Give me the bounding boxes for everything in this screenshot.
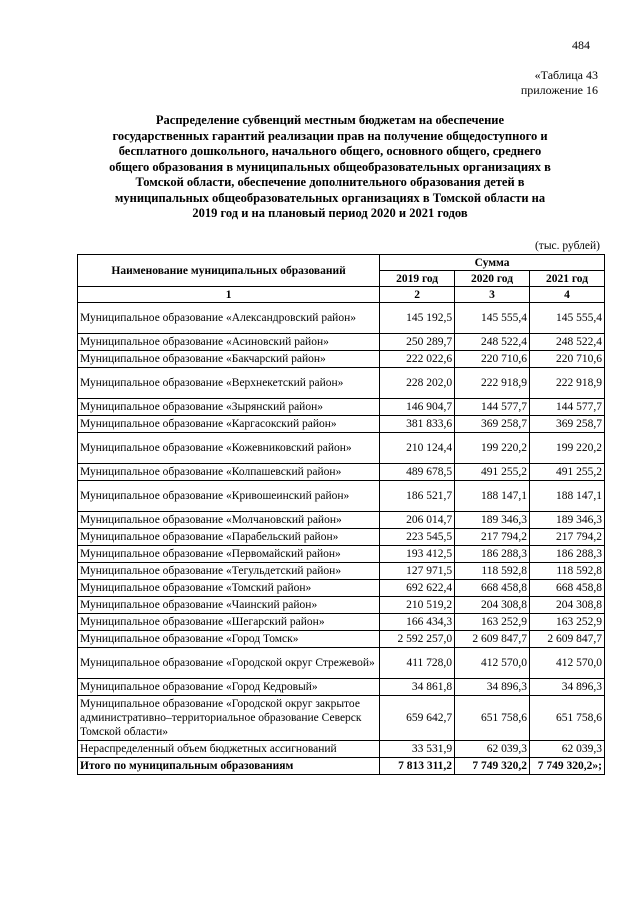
unit-label: (тыс. рублей)	[534, 240, 600, 252]
amount-2020: 163 252,9	[455, 614, 530, 631]
header-year-2020: 2020 год	[455, 271, 530, 287]
total-row	[78, 758, 605, 775]
amount-2019: 489 678,5	[380, 464, 455, 481]
amount-2019: 250 289,7	[380, 334, 455, 351]
amount-2020: 248 522,4	[455, 334, 530, 351]
title-line: государственных гарантий реализации прав на получение общедоступного и	[112, 128, 548, 143]
table-row	[78, 529, 605, 546]
amount-2021: 199 220,2	[529, 433, 604, 464]
amount-2020: 222 918,9	[455, 368, 530, 399]
table-row	[78, 580, 605, 597]
amount-2021: 217 794,2	[529, 529, 604, 546]
municipality-name: Муниципальное образование «Александровский район»	[78, 303, 380, 334]
amount-2019: 692 622,4	[380, 580, 455, 597]
amount-2019: 2 592 257,0	[380, 631, 455, 648]
amount-2020: 491 255,2	[455, 464, 530, 481]
amount-2020: 144 577,7	[455, 399, 530, 416]
amount-2020: 118 592,8	[455, 563, 530, 580]
amount-2021: 369 258,7	[529, 416, 604, 433]
amount-2019: 193 412,5	[380, 546, 455, 563]
municipality-name: Муниципальное образование «Кривошеинский район»	[78, 481, 380, 512]
municipality-name: Муниципальное образование «Городской округ Стрежевой»	[78, 648, 380, 679]
table-row	[78, 464, 605, 481]
table-row	[78, 481, 605, 512]
table-reference-line: приложение 16	[520, 83, 598, 97]
amount-2019: 33 531,9	[380, 741, 455, 758]
amount-2020: 220 710,6	[455, 351, 530, 368]
amount-2020: 412 570,0	[455, 648, 530, 679]
amount-2019: 222 022,6	[380, 351, 455, 368]
amount-2021: 668 458,8	[529, 580, 604, 597]
amount-2021: 220 710,6	[529, 351, 604, 368]
table-row	[78, 597, 605, 614]
amount-2019: 145 192,5	[380, 303, 455, 334]
amount-2020: 668 458,8	[455, 580, 530, 597]
document-title	[70, 113, 590, 222]
table-row	[78, 512, 605, 529]
total-2020: 7 749 320,2	[455, 758, 530, 775]
page-number: 484	[572, 38, 590, 52]
amount-2019: 206 014,7	[380, 512, 455, 529]
amount-2021: 248 522,4	[529, 334, 604, 351]
table-row	[78, 648, 605, 679]
table-row	[78, 696, 605, 741]
amount-2021: 145 555,4	[529, 303, 604, 334]
title-line: Распределение субвенций местным бюджетам на обеспечение	[155, 113, 505, 127]
amount-2019: 146 904,7	[380, 399, 455, 416]
subsidies-table	[77, 254, 605, 775]
amount-2021: 222 918,9	[529, 368, 604, 399]
total-2021: 7 749 320,2»;	[529, 758, 604, 775]
municipality-name: Муниципальное образование «Город Кедровый»	[78, 679, 380, 696]
header-sum: Сумма	[380, 255, 605, 271]
amount-2019: 186 521,7	[380, 481, 455, 512]
table-row	[78, 433, 605, 464]
table-row	[78, 679, 605, 696]
amount-2019: 166 434,3	[380, 614, 455, 631]
table-row	[78, 563, 605, 580]
municipality-name: Муниципальное образование «Асиновский район»	[78, 334, 380, 351]
amount-2020: 145 555,4	[455, 303, 530, 334]
municipality-name: Муниципальное образование «Кожевниковский район»	[78, 433, 380, 464]
municipality-name: Муниципальное образование «Бакчарский район»	[78, 351, 380, 368]
municipality-name: Нераспределенный объем бюджетных ассигнований	[78, 741, 380, 758]
amount-2020: 217 794,2	[455, 529, 530, 546]
table-row	[78, 631, 605, 648]
amount-2021: 186 288,3	[529, 546, 604, 563]
column-index: 2	[380, 287, 455, 303]
title-line: бесплатного дошкольного, начального общего, основного общего, среднего	[118, 144, 542, 158]
amount-2021: 651 758,6	[529, 696, 604, 741]
amount-2019: 228 202,0	[380, 368, 455, 399]
table-row	[78, 416, 605, 433]
municipality-name: Муниципальное образование «Городской округ закрытое административно–территориальное образование Северск Томской области»	[78, 696, 380, 741]
table-row	[78, 368, 605, 399]
amount-2021: 189 346,3	[529, 512, 604, 529]
table-row	[78, 399, 605, 416]
amount-2020: 204 308,8	[455, 597, 530, 614]
municipality-name: Муниципальное образование «Парабельский район»	[78, 529, 380, 546]
municipality-name: Муниципальное образование «Зырянский район»	[78, 399, 380, 416]
municipality-name: Муниципальное образование «Колпашевский район»	[78, 464, 380, 481]
amount-2019: 210 124,4	[380, 433, 455, 464]
amount-2020: 34 896,3	[455, 679, 530, 696]
table-row	[78, 614, 605, 631]
amount-2021: 144 577,7	[529, 399, 604, 416]
amount-2019: 127 971,5	[380, 563, 455, 580]
municipality-name: Муниципальное образование «Тегульдетский район»	[78, 563, 380, 580]
table-row	[78, 546, 605, 563]
amount-2019: 210 519,2	[380, 597, 455, 614]
amount-2021: 412 570,0	[529, 648, 604, 679]
municipality-name: Муниципальное образование «Томский район»	[78, 580, 380, 597]
amount-2021: 34 896,3	[529, 679, 604, 696]
header-year-2019: 2019 год	[380, 271, 455, 287]
table-row	[78, 334, 605, 351]
amount-2019: 659 642,7	[380, 696, 455, 741]
total-2019: 7 813 311,2	[380, 758, 455, 775]
table-row	[78, 741, 605, 758]
table-row	[78, 303, 605, 334]
municipality-name: Муниципальное образование «Город Томск»	[78, 631, 380, 648]
amount-2020: 186 288,3	[455, 546, 530, 563]
title-line: общего образования в муниципальных общеобразовательных организациях в	[109, 159, 551, 174]
amount-2021: 163 252,9	[529, 614, 604, 631]
column-index: 1	[78, 287, 380, 303]
column-index: 4	[529, 287, 604, 303]
amount-2021: 491 255,2	[529, 464, 604, 481]
total-label: Итого по муниципальным образованиям	[78, 758, 380, 775]
amount-2021: 188 147,1	[529, 481, 604, 512]
municipality-name: Муниципальное образование «Верхнекетский район»	[78, 368, 380, 399]
header-year-2021: 2021 год	[529, 271, 604, 287]
municipality-name: Муниципальное образование «Молчановский район»	[78, 512, 380, 529]
amount-2019: 411 728,0	[380, 648, 455, 679]
municipality-name: Муниципальное образование «Шегарский район»	[78, 614, 380, 631]
table-row	[78, 351, 605, 368]
amount-2021: 62 039,3	[529, 741, 604, 758]
amount-2020: 199 220,2	[455, 433, 530, 464]
municipality-name: Муниципальное образование «Чаинский район»	[78, 597, 380, 614]
header-name: Наименование муниципальных образований	[78, 255, 380, 287]
column-index: 3	[455, 287, 530, 303]
amount-2019: 223 545,5	[380, 529, 455, 546]
title-line: муниципальных общеобразовательных организациях в Томской области на	[114, 190, 546, 205]
table-reference	[521, 68, 598, 98]
amount-2019: 381 833,6	[380, 416, 455, 433]
amount-2020: 651 758,6	[455, 696, 530, 741]
title-line: Томской области, обеспечение дополнительного образования детей в	[135, 175, 525, 189]
amount-2020: 188 147,1	[455, 481, 530, 512]
amount-2019: 34 861,8	[380, 679, 455, 696]
title-line: 2019 год и на плановый период 2020 и 2021 годов	[192, 206, 468, 220]
amount-2020: 369 258,7	[455, 416, 530, 433]
municipality-name: Муниципальное образование «Первомайский район»	[78, 546, 380, 563]
amount-2021: 118 592,8	[529, 563, 604, 580]
municipality-name: Муниципальное образование «Каргасокский район»	[78, 416, 380, 433]
amount-2020: 2 609 847,7	[455, 631, 530, 648]
amount-2021: 204 308,8	[529, 597, 604, 614]
table-reference-line: «Таблица 43	[534, 68, 598, 82]
amount-2020: 189 346,3	[455, 512, 530, 529]
column-index-row	[78, 287, 605, 303]
amount-2020: 62 039,3	[455, 741, 530, 758]
amount-2021: 2 609 847,7	[529, 631, 604, 648]
